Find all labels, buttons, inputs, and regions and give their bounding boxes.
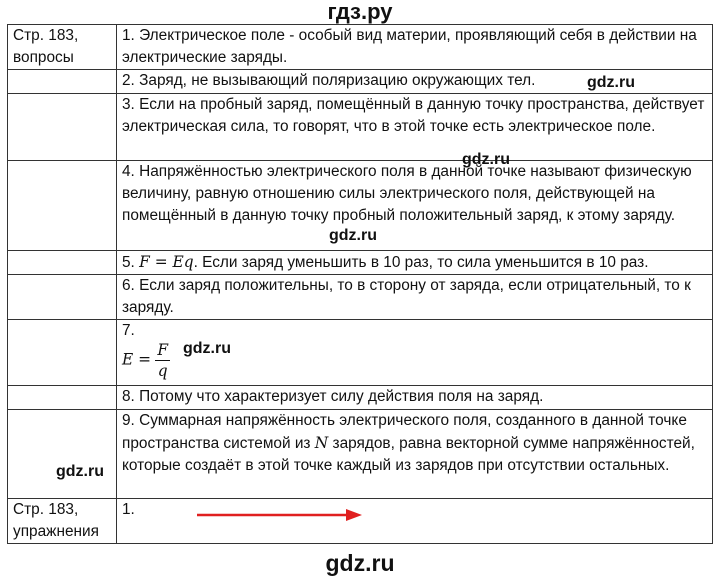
formula-fraction [155, 340, 170, 381]
watermark: gdz.ru [183, 340, 231, 357]
answer-3: 3. Если на пробный заряд, помещённый в данную точку пространства, действует электрическая сила, то говорят, что в этой точке есть электрическое поле. [117, 94, 713, 161]
table-row [8, 161, 713, 251]
site-header: гдз.ру [327, 0, 393, 24]
watermark: gdz.ru [462, 151, 510, 168]
answer-9-after: зарядов, равна векторной сумме напряжённостей, которые создаёт в этой точке каждый из зарядов при отсутствии остальных. [122, 435, 695, 474]
site-footer: gdz.ru [325, 550, 395, 576]
answer-9 [117, 410, 713, 499]
fraction-numerator: F [157, 341, 168, 359]
answer-5-formula: F = Eq [139, 253, 194, 271]
answer-9-before: 9. Суммарная напряжённость электрического поля, созданного в данной точке пространства системой из [122, 412, 687, 452]
exercise-1-cell [117, 499, 713, 544]
arrow-head [346, 509, 362, 521]
table-row [8, 410, 713, 499]
answer-5 [117, 251, 713, 275]
answer-2: 2. Заряд, не вызывающий поляризацию окружающих тел. [122, 72, 536, 89]
table-row [8, 275, 713, 320]
section-label-exercises: Стр. 183, упражнения [8, 499, 117, 544]
empty-cell [8, 94, 117, 161]
answer-7-cell [117, 320, 713, 386]
table-row [8, 320, 713, 386]
empty-cell [8, 386, 117, 410]
answer-7-number: 7. [122, 322, 135, 339]
formula-lhs: E = [122, 350, 152, 369]
table-row [8, 499, 713, 544]
watermark: gdz.ru [587, 74, 635, 91]
answer-8: 8. Потому что характеризует силу действия поля на заряд. [117, 386, 713, 410]
table-row [8, 94, 713, 161]
empty-cell [8, 320, 117, 386]
empty-cell [8, 275, 117, 320]
answer-2-cell [117, 70, 713, 94]
exercise-1: 1. [122, 501, 135, 518]
table-row [8, 70, 713, 94]
empty-cell [8, 251, 117, 275]
vector-arrow [197, 509, 362, 521]
answer-4: 4. Напряжённостью электрического поля в данной точке называют физическую величину, равную отношению силы электрического поля, действующей на помещённый в данную точку пробный положительный заряд, к этому заряду. [122, 163, 692, 224]
answers-table [7, 24, 713, 544]
watermark: gdz.ru [56, 463, 104, 480]
watermark-cell [8, 410, 117, 499]
table-row [8, 251, 713, 275]
watermark: gdz.ru [329, 227, 377, 244]
section-label-questions: Стр. 183, вопросы [8, 25, 117, 70]
answer-5-prefix: 5. [122, 254, 140, 271]
answer-4-cell [117, 151, 713, 251]
answer-5-text: . Если заряд уменьшить в 10 раз, то сила уменьшится в 10 раз. [193, 254, 649, 271]
table-row [8, 386, 713, 410]
answer-6: 6. Если заряд положительны, то в сторону от заряда, если отрицательный, то к заряду. [117, 275, 713, 320]
table-row [8, 25, 713, 70]
empty-cell [8, 161, 117, 251]
answer-1: 1. Электрическое поле - особый вид материи, проявляющий себя в действии на электрические заряды. [117, 25, 713, 70]
answer-9-var: N [314, 434, 329, 452]
empty-cell [8, 70, 117, 94]
fraction-denominator: q [157, 362, 168, 380]
